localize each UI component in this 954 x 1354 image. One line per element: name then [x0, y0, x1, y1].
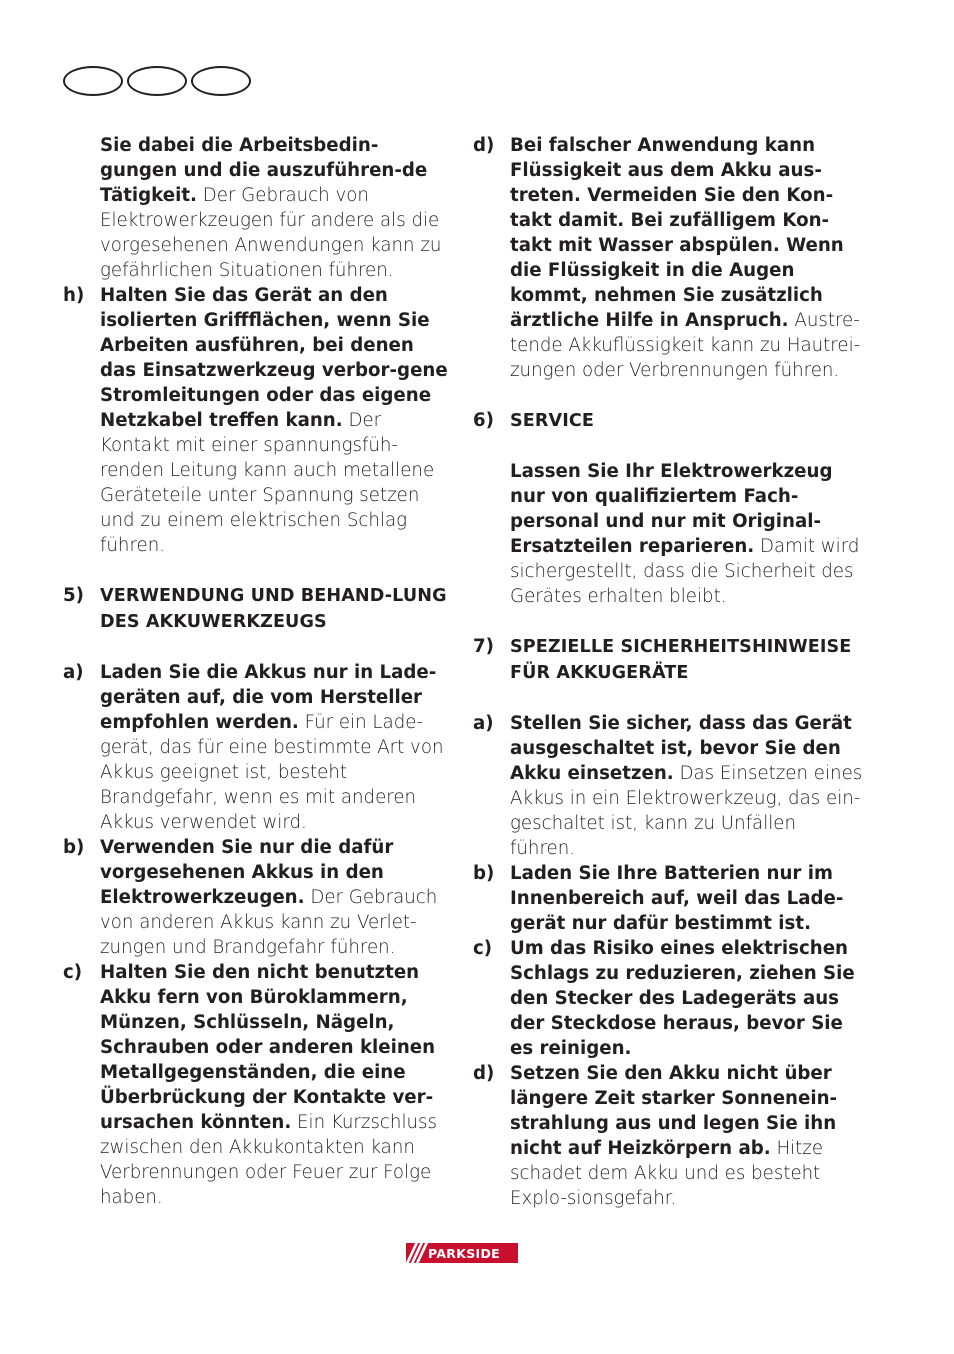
bold-instruction: Laden Sie die Akkus nur in Lade-geräten auf, die vom Hersteller empfohlen werden.	[100, 662, 437, 733]
bold-instruction: Halten Sie das Gerät an den isolierten Griffflächen, wenn Sie Arbeiten ausführen, bei denen das Einsatzwerkzeug verbor-gene Stromleitungen oder das eigene Netzkabel treffen kann.	[100, 285, 448, 431]
explanation-text: Hitze schadet dem Akku und es besteht Explo-sionsgefahr.	[510, 1138, 824, 1209]
bold-instruction: Laden Sie Ihre Batterien nur im Innenbereich auf, weil das Lade-gerät nur dafür bestimmt ist.	[510, 863, 844, 934]
bold-instruction: Verwenden Sie nur die dafür vorgesehenen Akkus in den Elektrowerkzeugen.	[100, 837, 394, 908]
bold-instruction: Bei falscher Anwendung kann Flüssigkeit aus dem Akku aus-treten. Vermeiden Sie den Kon-takt damit. Bei zufälligem Kon-takt mit Wasser abspülen. Wenn die Flüssigkeit in die Augen kommt, nehmen Sie zusätzlich ärztliche Hilfe in Anspruch.	[510, 135, 844, 331]
item-label: c)	[63, 962, 83, 983]
spacer	[473, 686, 863, 711]
logo-text: PARKSIDE	[428, 1245, 500, 1261]
language-oval-3	[191, 66, 251, 96]
section-heading	[473, 408, 863, 434]
explanation-text: Das Einsetzen eines Akkus in ein Elektrowerkzeug, das ein-geschaltet ist, kann zu Unfällen führen.	[510, 763, 863, 859]
list-item	[473, 936, 863, 1061]
list-item	[63, 960, 453, 1210]
item-label: c)	[473, 938, 493, 959]
explanation-text: Der Gebrauch von Elektrowerkzeugen für andere als die vorgesehenen Anwendungen kann zu gefährlichen Situationen führen.	[100, 185, 442, 281]
list-item	[63, 660, 453, 835]
continued-paragraph	[473, 459, 863, 609]
item-label: b)	[473, 863, 495, 884]
item-label: d)	[473, 135, 495, 156]
section-heading	[63, 583, 453, 635]
language-oval-1	[63, 66, 123, 96]
explanation-text: Der Kontakt mit einer spannungsfüh-renden Leitung kann auch metallene Geräteteile unter Spannung setzen und zu einem elektrischen Schlag führen.	[100, 410, 435, 556]
list-item	[473, 711, 863, 861]
list-item	[63, 283, 453, 558]
logo-stripes-icon	[406, 1243, 428, 1263]
bold-instruction: Halten Sie den nicht benutzten Akku fern von Büroklammern, Münzen, Schlüsseln, Nägeln, Schrauben oder anderen kleinen Metallgegenständen, die eine Überbrückung der Kontakte ver-ursachen könnten.	[100, 962, 436, 1133]
language-ovals	[63, 66, 253, 100]
heading-text: VERWENDUNG UND BEHAND-LUNG DES AKKUWERKZEUGS	[100, 586, 447, 632]
bold-instruction: Um das Risiko eines elektrischen Schlags zu reduzieren, ziehen Sie den Stecker des Ladegeräts aus der Steckdose heraus, bevor Sie es reinigen.	[510, 938, 855, 1059]
heading-text: SPEZIELLE SICHERHEITSHINWEISE FÜR AKKUGERÄTE	[510, 637, 852, 683]
item-label: h)	[63, 285, 85, 306]
item-label: b)	[63, 837, 85, 858]
continued-paragraph	[63, 133, 453, 283]
spacer	[63, 635, 453, 660]
list-item	[473, 133, 863, 383]
right-column	[473, 133, 863, 1211]
explanation-text: Für ein Lade-gerät, das für eine bestimmte Art von Akkus geeignet ist, besteht Brandgefahr, wenn es mit anderen Akkus verwendet wird.	[100, 712, 444, 833]
item-label: 5)	[63, 585, 84, 606]
parkside-logo	[406, 1243, 518, 1263]
heading-text: SERVICE	[510, 411, 595, 431]
item-label: d)	[473, 1063, 495, 1084]
bold-instruction: Sie dabei die Arbeitsbedin-gungen und die auszuführen-de Tätigkeit.	[100, 135, 428, 206]
bold-instruction: Setzen Sie den Akku nicht über längere Zeit starker Sonnenein-strahlung aus und legen Sie ihn nicht auf Heizkörpern ab.	[510, 1063, 838, 1159]
bold-instruction: Lassen Sie Ihr Elektrowerkzeug nur von qualifiziertem Fach-personal und nur mit Original-Ersatzteilen reparieren.	[510, 461, 833, 557]
spacer	[473, 383, 863, 408]
bold-instruction: Stellen Sie sicher, dass das Gerät ausgeschaltet ist, bevor Sie den Akku einsetzen.	[510, 713, 852, 784]
item-label: a)	[63, 662, 84, 683]
spacer	[63, 558, 453, 583]
section-heading	[473, 634, 863, 686]
list-item	[63, 835, 453, 960]
explanation-text: Ein Kurzschluss zwischen den Akkukontakten kann Verbrennungen oder Feuer zur Folge haben.	[100, 1112, 437, 1208]
explanation-text: Der Gebrauch von anderen Akkus kann zu Verlet-zungen und Brandgefahr führen.	[100, 887, 438, 958]
spacer	[473, 434, 863, 459]
spacer	[473, 609, 863, 634]
list-item	[473, 861, 863, 936]
explanation-text: Austre-tende Akkuflüssigkeit kann zu Hautrei-zungen oder Verbrennungen führen.	[510, 310, 861, 381]
left-column	[63, 133, 453, 1210]
item-label: 7)	[473, 636, 494, 657]
explanation-text: Damit wird sichergestellt, dass die Sicherheit des Gerätes erhalten bleibt.	[510, 536, 860, 607]
list-item	[473, 1061, 863, 1211]
item-label: 6)	[473, 410, 494, 431]
item-label: a)	[473, 713, 494, 734]
language-oval-2	[127, 66, 187, 96]
